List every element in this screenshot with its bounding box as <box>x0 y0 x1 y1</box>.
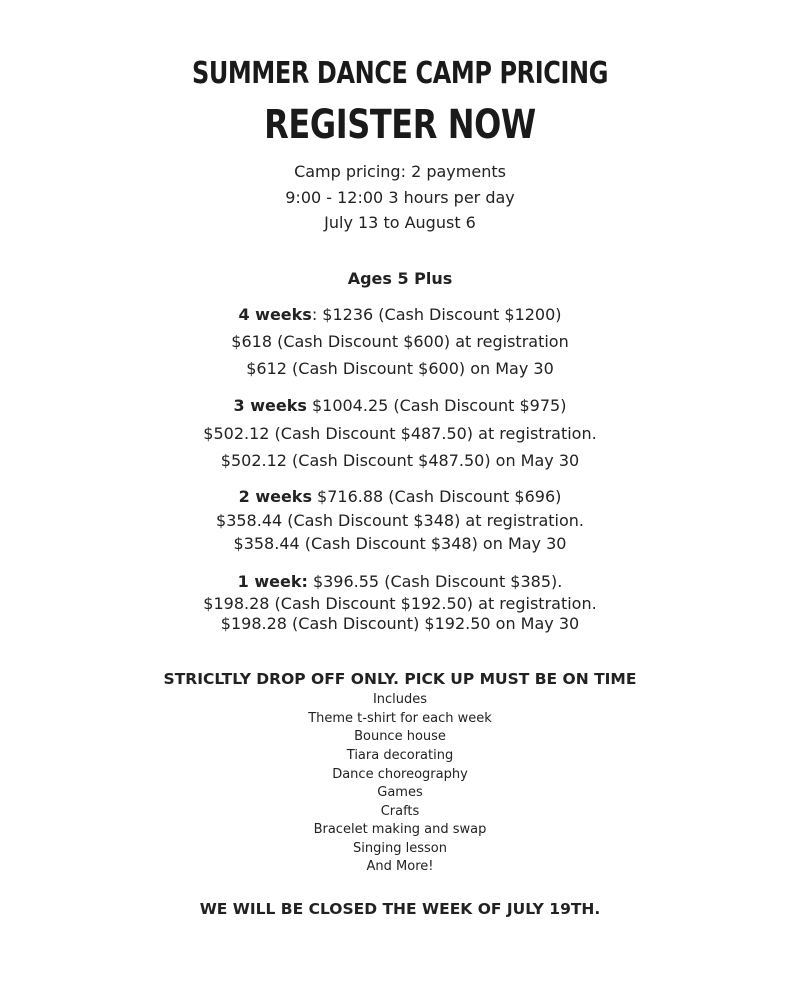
include-item: And More! <box>366 859 434 874</box>
three-weeks-label: 3 weeks <box>233 396 307 415</box>
includes-heading: Includes <box>372 692 428 707</box>
include-item: Singing lesson <box>353 841 447 856</box>
two-weeks-label: 2 weeks <box>238 487 312 506</box>
two-weeks-price <box>0 487 800 506</box>
register-now-heading: REGISTER NOW <box>264 102 536 148</box>
four-weeks-label: 4 weeks <box>238 305 312 324</box>
include-item: Bounce house <box>354 729 446 744</box>
include-item: Dance choreography <box>332 767 468 782</box>
camp-hours-line: 9:00 - 12:00 3 hours per day <box>285 188 515 207</box>
camp-pricing-line: Camp pricing: 2 payments <box>294 162 506 181</box>
four-weeks-may30: $612 (Cash Discount $600) on May 30 <box>246 359 554 378</box>
camp-dates-line: July 13 to August 6 <box>324 213 476 232</box>
include-item: Crafts <box>380 804 420 819</box>
two-weeks-may30: $358.44 (Cash Discount $348) on May 30 <box>233 534 567 553</box>
three-weeks-price <box>0 396 800 415</box>
one-week-price <box>0 572 800 591</box>
include-item: Bracelet making and swap <box>313 822 487 837</box>
page-title: SUMMER DANCE CAMP PRICING <box>191 56 609 91</box>
two-weeks-registration: $358.44 (Cash Discount $348) at registration. <box>216 511 584 530</box>
four-weeks-registration: $618 (Cash Discount $600) at registration <box>231 332 569 351</box>
include-item: Theme t-shirt for each week <box>308 711 492 726</box>
four-weeks-amount: : $1236 (Cash Discount $1200) <box>311 305 562 324</box>
two-weeks-amount: $716.88 (Cash Discount $696) <box>311 487 562 506</box>
ages-heading: Ages 5 Plus <box>347 269 453 288</box>
include-item: Tiara decorating <box>346 748 454 763</box>
four-weeks-price <box>0 305 800 324</box>
dropoff-policy: STRICLTLY DROP OFF ONLY. PICK UP MUST BE ON TIME <box>163 670 637 688</box>
three-weeks-amount: $1004.25 (Cash Discount $975) <box>306 396 567 415</box>
closing-notice: WE WILL BE CLOSED THE WEEK OF JULY 19TH. <box>199 900 601 918</box>
three-weeks-may30: $502.12 (Cash Discount $487.50) on May 30 <box>220 451 580 470</box>
one-week-amount: $396.55 (Cash Discount $385). <box>307 572 563 591</box>
one-week-registration: $198.28 (Cash Discount $192.50) at registration. <box>203 594 597 613</box>
one-week-may30: $198.28 (Cash Discount) $192.50 on May 30 <box>220 614 580 633</box>
include-item: Games <box>377 785 423 800</box>
one-week-label: 1 week: <box>237 572 308 591</box>
three-weeks-registration: $502.12 (Cash Discount $487.50) at registration. <box>203 424 597 443</box>
